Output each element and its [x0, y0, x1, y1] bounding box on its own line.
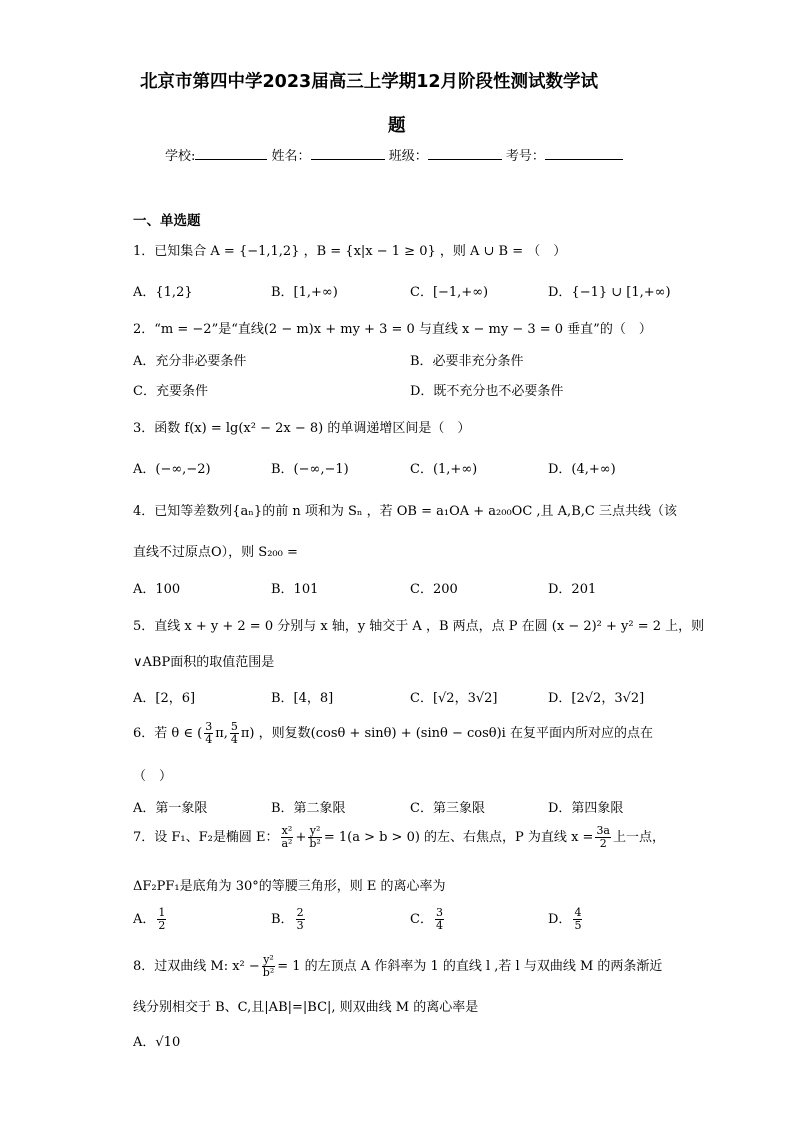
q7-option-a: A． $\frac{1}{2}$: [133, 906, 166, 932]
question-6-line2: （ ）: [133, 769, 173, 784]
q3-option-b: B．(−∞,−1): [271, 462, 349, 477]
q3-option-d: D．(4,+∞): [548, 462, 616, 477]
q7-option-c: C． $\frac{3}{4}$: [410, 906, 443, 932]
exam-number-label: 考号：: [505, 149, 545, 164]
q5-option-c: C．[√2，3√2]: [410, 691, 498, 706]
name-field[interactable]: [311, 147, 385, 160]
q7-fraction-x: $\frac{\text{x²}}{\text{a²}}$: [281, 824, 293, 850]
q7-plus: +: [295, 830, 307, 845]
question-8-line2: 线分别相交于 B、C,且|AB|=|BC|, 则双曲线 M 的离心率是: [133, 1000, 479, 1015]
name-label: 姓名：: [271, 149, 311, 164]
q6-option-d: D．第四象限: [548, 801, 624, 816]
q2-option-d: D．既不充分也不必要条件: [410, 384, 564, 399]
q6-text-mid: π,: [215, 726, 228, 741]
q5-option-a: A．[2，6]: [133, 691, 196, 706]
q2-option-b: B．必要非充分条件: [410, 354, 524, 369]
q7-fraction-3a: $\frac{3a}{2}$: [596, 824, 610, 850]
q8-option-a: A．√10: [133, 1035, 181, 1050]
q7-text-end: 上一点，: [613, 830, 666, 845]
question-5-line2: ∨ABP面积的取值范围是: [133, 655, 275, 670]
q1-option-a: A．{1,2}: [133, 285, 193, 300]
exam-number-field[interactable]: [545, 147, 623, 160]
q6-option-a: A．第一象限: [133, 801, 208, 816]
q8-fraction: $\frac{\text{y²}}{\text{b²}}$: [262, 953, 275, 979]
q2-option-c: C．充要条件: [133, 384, 208, 399]
q2-option-a: A．充分非必要条件: [133, 354, 247, 369]
q4-option-d: D．201: [548, 582, 597, 597]
q6-fraction-2: $\frac{5}{4}$: [230, 720, 238, 746]
q1-option-b: B．[1,+∞): [271, 285, 338, 300]
question-7-line1: [133, 823, 665, 853]
q3-option-a: A．(−∞,−2): [133, 462, 211, 477]
school-label: 学校:: [165, 149, 196, 164]
q6-fraction-1: $\frac{3}{4}$: [205, 720, 213, 746]
q6-text-start: 6．若 θ ∈ (: [133, 726, 203, 741]
q5-option-d: D．[2√2，3√2]: [548, 691, 645, 706]
question-1-text: 1．已知集合 A = {−1,1,2} ，B = {x|x − 1 ≥ 0} ，则 A ∪ B = （ ）: [133, 244, 567, 259]
page-title-line1: 北京市第四中学2023届高三上学期12月阶段性测试数学试: [140, 72, 599, 92]
student-info-row: [165, 145, 623, 164]
school-field[interactable]: [195, 147, 267, 160]
question-6-line1: [133, 719, 653, 749]
question-7-line2: ΔF₂PF₁是底角为 30°的等腰三角形，则 E 的离心率为: [133, 879, 446, 894]
q4-option-c: C．200: [410, 582, 458, 597]
q5-option-b: B．[4，8]: [271, 691, 334, 706]
q4-option-b: B．101: [271, 582, 319, 597]
q6-option-b: B．第二象限: [271, 801, 346, 816]
q7-fraction-y: $\frac{\text{y²}}{\text{b²}}$: [309, 824, 321, 850]
q8-text-start: 8．过双曲线 M: x² −: [133, 959, 260, 974]
q7-option-d: D． $\frac{4}{5}$: [548, 906, 582, 932]
question-3-text: 3．函数 f(x) = lg(x² − 2x − 8) 的单调递增区间是（ ）: [133, 421, 471, 436]
q7-text-mid: = 1(a > b > 0) 的左、右焦点，P 为直线 x =: [323, 830, 594, 845]
page-title-line2: 题: [388, 116, 406, 136]
q6-option-c: C．第三象限: [410, 801, 485, 816]
q4-option-a: A．100: [133, 582, 181, 597]
question-5-line1: 5．直线 x + y + 2 = 0 分别与 x 轴，y 轴交于 A ，B 两点，点 P 在圆 (x − 2)² + y² = 2 上，则: [133, 619, 705, 634]
question-8-line1: [133, 952, 662, 982]
question-4-line2: 直线不过原点O），则 S₂₀₀ =: [133, 545, 298, 560]
question-2-text: 2．“m = −2”是“直线(2 − m)x + my + 3 = 0 与直线 x − my − 3 = 0 垂直”的（ ）: [133, 322, 652, 337]
class-label: 班级：: [388, 149, 428, 164]
section-heading: 一、单选题: [133, 213, 201, 229]
class-field[interactable]: [428, 147, 502, 160]
q7-text-start: 7．设 F₁、F₂是椭圆 E：: [133, 830, 279, 845]
q8-text-end: = 1 的左顶点 A 作斜率为 1 的直线 l ,若 l 与双曲线 M 的两条渐近: [277, 959, 663, 974]
q3-option-c: C．(1,+∞): [410, 462, 478, 477]
q7-option-b: B． $\frac{2}{3}$: [271, 906, 304, 932]
q1-option-d: D．{−1} ∪ [1,+∞): [548, 285, 671, 300]
q6-text-end: π) ，则复数(cosθ + sinθ) + (sinθ − cosθ)i 在复平面内所对应的点在: [240, 726, 653, 741]
q1-option-c: C．[−1,+∞): [410, 285, 489, 300]
question-4-line1: 4．已知等差数列{aₙ}的前 n 项和为 Sₙ ，若 OB = a₁OA + a₂₀₀OC ,且 A,B,C 三点共线（该: [133, 504, 677, 519]
